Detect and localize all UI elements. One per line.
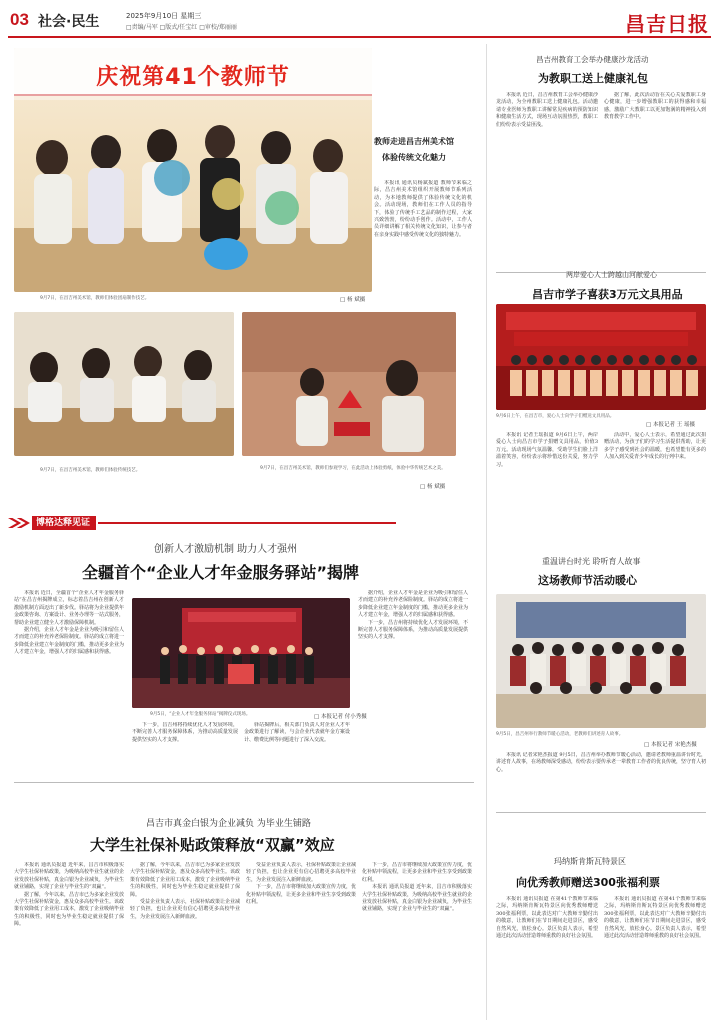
fund-byline: □ 本报记者 付小秀摄 (314, 714, 367, 720)
chevron-right-icon (8, 518, 30, 528)
fund-body-text-2: 据介绍，企业人才年金是企业为吸引和留住人才而建立的补充养老保险制度。驿站的成立将进一步降低企业建立年金制度的门槛，推动更多企业为人才建立年金，增强人才的归属感和获得感。 (14, 627, 124, 656)
teachers-day-headline: 这场教师节活动暖心 (538, 574, 637, 587)
photo-caption-3: 9月7日，在昌吉州美术馆，教师们参观学习，在此活动上体验剪纸，体验中华传统艺术之美。 (260, 466, 446, 471)
section-bar-line (98, 522, 396, 524)
teachers-day-caption: 9月5日，昌吉州举行教师节暖心活动，老教师们讲述育人故事。 (496, 732, 624, 737)
newspaper-logo: 昌吉日报 (625, 12, 709, 36)
photo-byline-1: □ 杨 斌摄 (340, 297, 366, 303)
insurance-body-text-6: 下一步，昌吉市将继续加大政策宣传力度，优化补贴申领流程，让更多企业和毕业生享受到政策红利。 (246, 884, 356, 906)
unveiling-ceremony-icon (132, 598, 350, 708)
stationery-kicker: 两岸爱心人士跨越山河献爱心 (566, 271, 657, 279)
union-kicker: 昌吉州教育工会举办健康沙龙活动 (536, 55, 649, 64)
section-bar (8, 516, 396, 530)
donation-ceremony-icon (496, 304, 706, 410)
paper-cutting-scene-icon (242, 312, 456, 456)
insurance-body-3 (246, 862, 356, 1018)
fund-body-text-4: 驿站揭牌后，相关部门负责人对企业人才年金政策进行了解读，与会企业代表就年金方案设计、缴费比例等问题进行了深入交流。 (244, 722, 350, 743)
insurance-body-text-7: 下一步，昌吉市将继续加大政策宣传力度，优化补贴申领流程，让更多企业和毕业生享受到政策红利。 (362, 862, 472, 883)
insurance-body-text-5: 受益企业负责人表示，社保补贴政策让企业减轻了负担，也让企业更有信心招聘更多高校毕业生，为企业发展注入新鲜血液。 (246, 862, 356, 883)
teachers-art-photo-main (14, 48, 372, 292)
insurance-body-text-1: 本报讯 通讯员报道 近年来，昌吉市积极落实大学生社保补贴政策，为吸纳高校毕业生就业的企业发放社保补贴，真金白银为企业减负，为毕业生就业铺路，实现了企业与毕业生的“双赢”。 (14, 862, 124, 891)
union-headline: 为教职工送上健康礼包 (538, 72, 648, 85)
publish-date: 2025年9月10日 星期三 (126, 12, 202, 20)
gift-body-text-2: 本报讯 通讯员报道 在第41个教师节来临之际，玛纳斯肯斯瓦特景区向优秀教师赠送300张福利票，以此表达对广大教师辛勤付出的敬意，让教师们在节日期间走进景区，感受自然风光，放松身心。景区负责人表示，希望通过此次活动营造尊师重教的良好社会氛围。 (604, 896, 706, 940)
insurance-body-text-2: 据了解，今年以来，昌吉市已为多家企业发放大学生社保补贴资金，惠及众多高校毕业生。该政策有效降低了企业用工成本，激发了企业吸纳毕业生的积极性，同时也为毕业生稳定就业提供了保障。 (14, 891, 124, 928)
teachers-day-body (496, 752, 706, 810)
fund-body-text-5: 据介绍，企业人才年金是企业为吸引和留住人才而建立的补充养老保险制度。驿站的成立将进一步降低企业建立年金制度的门槛，推动更多企业为人才建立年金，增强人才的归属感和获得感。 (358, 590, 468, 619)
teachers-art-photo-2 (14, 312, 234, 456)
insurance-body-1 (14, 862, 124, 1018)
union-body-left (496, 92, 598, 270)
stationery-photo (496, 304, 706, 410)
union-body-text-2: 据了解，此次活动旨在关心关爱教职工身心健康，进一步增强教职工的获得感和幸福感，激励广大教职工以更加饱满的精神投入到教育教学工作中。 (604, 92, 706, 121)
editor-credits: □责编/马军 □版式/任宝红 □审校/郑丽丽 (126, 24, 237, 31)
insurance-body-4 (362, 862, 472, 1018)
fund-photo (132, 598, 350, 708)
group-photo-icon (496, 594, 706, 728)
insurance-body-text-8: 本报讯 通讯员报道 近年来，昌吉市积极落实大学生社保补贴政策，为吸纳高校毕业生就业的企业发放社保补贴，真金白银为企业减负，为毕业生就业铺路，实现了企业与毕业生的“双赢”。 (362, 884, 472, 913)
gift-body-text-1: 本报讯 通讯员报道 在第41个教师节来临之际，玛纳斯肯斯瓦特景区向优秀教师赠送300张福利票，以此表达对广大教师辛勤付出的敬意，让教师们在节日期间走进景区，感受自然风光，放松身心。景区负责人表示，希望通过此次活动营造尊师重教的良好社会氛围。 (496, 896, 598, 940)
stationery-body-right (604, 432, 706, 532)
insurance-body-text-4: 受益企业负责人表示，社保补贴政策让企业减轻了负担，也让企业更有信心招聘更多高校毕业生，为企业发展注入新鲜血液。 (130, 899, 240, 920)
teachers-art-headline-2: 体验传统文化魅力 (382, 153, 446, 162)
teachers-painting-scene-icon (14, 312, 234, 456)
photo-caption-1: 9月7日，在昌吉州美术馆，教师们体验团扇制作技艺。 (40, 296, 150, 301)
section-title: 社会·民生 (38, 14, 100, 30)
divider-teachers-day (496, 812, 706, 813)
insurance-body-2 (130, 862, 240, 1018)
fund-body-4 (358, 590, 468, 778)
insurance-kicker: 昌吉市真金白银为企业减负 为毕业生铺路 (146, 819, 311, 829)
photo-caption-2: 9月7日，在昌吉州美术馆，教师们体验传统技艺。 (40, 468, 141, 473)
photo-byline-3: □ 杨 斌摄 (420, 484, 446, 490)
fund-caption: 9月5日，“企业人才年金服务驿站”揭牌仪式现场。 (150, 712, 251, 717)
stationery-body-text-1: 本报讯 记者王瑶报道 9月6日上午，两岸爱心人士向昌吉市学子捐赠文具用品，价值3万元。活动现场气氛温馨，受助学生们脸上洋溢着笑容，纷纷表示将珍惜这份关爱，努力学习。 (496, 432, 598, 468)
teachers-art-headline-1: 教师走进昌吉州美术馆 (374, 137, 454, 146)
fund-body-text-6: 下一步，昌吉州将持续优化人才发展环境，不断完善人才服务保障体系，为推动高质量发展提供坚实的人才支撑。 (358, 619, 468, 641)
teachers-day-kicker: 重温讲台时光 聆听育人故事 (542, 557, 641, 566)
stationery-caption: 9月6日上午，在昌吉市，爱心人士向学子们赠送文具用品。 (496, 414, 615, 419)
teachers-day-photo (496, 594, 706, 728)
insurance-headline: 大学生社保补贴政策释放“双赢”效应 (90, 836, 335, 854)
fund-body-text-1: 本报讯 近日，全疆首个“企业人才年金服务驿站”在昌吉州揭牌成立，标志着昌吉州在创新人才激励机制方面迈出了新步伐。驿站将为企业提供年金政策咨询、方案设计、业务办理等一站式服务，帮助企业建立健全人才激励保障机制。 (14, 590, 124, 626)
banner-title: 庆祝第41个教师节 (96, 65, 290, 90)
stationery-body-text-2: 活动中，爱心人士表示，希望通过此次捐赠活动，为孩子们的学习生活提供帮助，让更多学子感受到社会的温暖，也希望能有更多的人加入到关爱青少年成长的行列中来。 (604, 432, 706, 461)
page-header (8, 6, 711, 38)
teachers-day-body-text: 本报讯 记者宋艳杰报道 9月5日，昌吉州举办教师节暖心活动，邀请老教师重温讲台时光，讲述育人故事，在场教师深受感动，纷纷表示要传承老一辈教育工作者的优良传统，坚守育人初心。 (496, 752, 706, 773)
fund-headline: 全疆首个“企业人才年金服务驿站”揭牌 (82, 563, 360, 582)
stationery-byline: □ 本报记者 王 瑶摄 (646, 422, 695, 428)
gift-body-left (496, 896, 598, 1018)
fund-body-2 (132, 722, 238, 780)
banner-panel (14, 48, 372, 96)
column-divider (486, 44, 487, 1020)
insurance-body-text-3: 据了解，今年以来，昌吉市已为多家企业发放大学生社保补贴资金，惠及众多高校毕业生。该政策有效降低了企业用工成本，激发了企业吸纳毕业生的积极性，同时也为毕业生稳定就业提供了保障。 (130, 862, 240, 898)
teachers-art-body-text: 本报讯 通讯员杨斌报道 教师节来临之际，昌吉州美术馆组织开展教师节系列活动，为本地教师提供了体验传统文化的机会。活动现场，教师们在工作人员的指导下，体验了传统手工艺品的制作过程，大家兴致勃勃，纷纷动手创作。活动中，工作人员详细讲解了相关传统文化知识，让参与者在亲身实践中感受传统文化的独特魅力。 (374, 180, 472, 238)
gift-kicker: 玛纳斯肯斯瓦特景区 (554, 857, 626, 866)
teachers-art-photo-3 (242, 312, 456, 456)
gift-headline: 向优秀教师赠送300张福利票 (516, 876, 660, 889)
fund-body-text-3: 下一步，昌吉州将持续优化人才发展环境，不断完善人才服务保障体系，为推动高质量发展提供坚实的人才支撑。 (132, 722, 238, 743)
gift-body-right (604, 896, 706, 1018)
teachers-art-body (374, 180, 472, 300)
teachers-day-byline: □ 本报记者 宋艳杰摄 (644, 742, 697, 748)
stationery-body-left (496, 432, 598, 532)
union-body-text-1: 本报讯 近日，昌吉州教育工会举办健康沙龙活动，为全州教职工送上健康礼包。活动邀请专业医师为教职工讲解常见疾病的预防知识和健康生活方式，现场互动氛围热烈，教职工们纷纷表示受益匪浅。 (496, 92, 598, 128)
section-bar-label: 博格达释见证 (32, 516, 96, 530)
union-body-right (604, 92, 706, 212)
divider-fund (14, 782, 474, 783)
stationery-headline: 昌吉市学子喜获3万元文具用品 (532, 288, 683, 301)
fund-kicker: 创新人才激励机制 助力人才强州 (154, 544, 298, 555)
page-number: 03 (10, 10, 29, 29)
fund-body-3 (244, 722, 350, 780)
fund-body-1 (14, 590, 124, 778)
